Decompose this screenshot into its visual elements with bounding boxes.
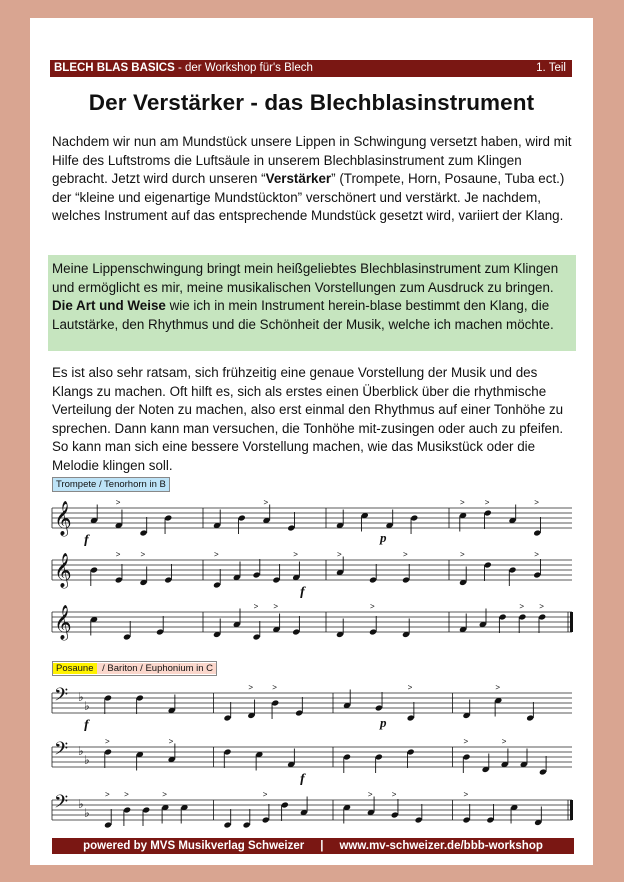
svg-text:>: > — [407, 683, 413, 692]
intro-text-a: Nachdem wir nun am Mundstück unsere Lippen in Schwingung versetzt haben, wird mit Hilfe des Luftstroms die Luftsäule in unserem Blechblasinstrument zum Klingen gebracht. Jetzt wird durch unseren “ — [52, 134, 572, 187]
svg-text:>: > — [460, 498, 465, 507]
svg-text:>: > — [403, 550, 408, 559]
svg-text:>: > — [463, 790, 469, 799]
svg-text:>: > — [115, 498, 121, 507]
svg-text:>: > — [495, 683, 501, 692]
svg-text:>: > — [262, 790, 268, 799]
svg-text:>: > — [539, 602, 544, 611]
advice-paragraph: Es ist also sehr ratsam, sich frühzeitig eine genaue Vorstellung der Musik und des Klangs zu machen. Oft hilft es, sich als erstes einen Überblick über die rhythmische Verteilung der Noten zu machen, also erst einmal den Rhythmus auf einer Tonhöhe zu sprechen. Dann kann man versuchen, die Tonhöhe mit-zusingen oder auch zu pfeifen. So kann man sich eine bessere Vorstellung machen, wie das Musikstück oder die Melodie klingen soll. — [52, 365, 564, 473]
svg-text:>: > — [463, 737, 469, 746]
svg-text:>: > — [263, 498, 269, 507]
dynamic-marking: p — [380, 715, 387, 730]
highlight-bold: Die Art und Weise — [52, 298, 166, 314]
svg-text:>: > — [391, 790, 397, 799]
svg-text:>: > — [124, 790, 129, 799]
footer-bar — [52, 838, 574, 854]
bass-clef: 𝄢 — [54, 685, 69, 710]
label-posaune: Posaune — [53, 663, 97, 674]
worksheet-page — [30, 18, 593, 865]
header-subtitle: - der Workshop für's Blech — [174, 62, 313, 74]
treble-clef: 𝄞 — [54, 553, 72, 588]
header-part: 1. Teil — [536, 62, 566, 74]
svg-text:>: > — [214, 550, 219, 559]
svg-text:>: > — [337, 550, 342, 559]
treble-staff-3 — [50, 600, 576, 650]
bass-staff-2 — [50, 735, 576, 785]
footer-separator: | — [320, 840, 324, 852]
highlight-paragraph — [52, 260, 572, 334]
svg-text:>: > — [519, 602, 525, 611]
treble-clef: 𝄞 — [54, 501, 72, 536]
intro-paragraph — [52, 133, 572, 226]
footer-url: www.mv-schweizer.de/bbb-workshop — [339, 840, 543, 852]
treble-staff-1 — [50, 496, 576, 546]
flat-icon: ♭ — [84, 806, 90, 820]
dynamic-marking: p — [380, 530, 387, 545]
bass-instrument-label — [52, 661, 217, 676]
svg-text:>: > — [115, 550, 121, 559]
svg-text:>: > — [162, 790, 167, 799]
svg-text:>: > — [168, 737, 174, 746]
svg-text:>: > — [272, 683, 277, 692]
flat-icon: ♭ — [78, 744, 84, 758]
bass-staff-1 — [50, 681, 576, 731]
bass-staff-3 — [50, 788, 576, 838]
dynamic-marking: f — [300, 585, 305, 598]
svg-text:>: > — [501, 737, 507, 746]
svg-text:>: > — [105, 790, 110, 799]
svg-text:>: > — [273, 602, 279, 611]
svg-text:>: > — [140, 550, 146, 559]
svg-text:>: > — [253, 602, 259, 611]
svg-text:>: > — [534, 550, 539, 559]
header-brand: BLECH BLAS BASICS — [54, 62, 175, 74]
label-bass-rest: / Bariton / Euphonium in C — [97, 663, 217, 674]
svg-text:>: > — [293, 550, 298, 559]
flat-icon: ♭ — [84, 699, 90, 713]
highlight-text-b: wie ich in mein Instrument herein-blase bestimmt den Klang, die Lautstärke, den Rhythmus und die Schönheit der Musik, welche ich machen möchte. — [52, 298, 554, 332]
dynamic-marking: f — [84, 533, 89, 546]
flat-icon: ♭ — [78, 690, 84, 704]
svg-text:>: > — [248, 683, 254, 692]
dynamic-marking: f — [84, 718, 89, 731]
treble-instrument-label: Trompete / Tenorhorn in B — [52, 477, 170, 492]
bass-clef: 𝄢 — [54, 792, 69, 817]
svg-text:>: > — [367, 790, 373, 799]
flat-icon: ♭ — [84, 753, 90, 767]
intro-bold: Verstärker — [265, 171, 332, 187]
svg-text:>: > — [484, 498, 490, 507]
intro-text-b: ” (Trompete, Horn, Posaune, Tuba ect.) der “kleine und eigenartige Mundstückton” verschönert und verstärkt. Je nachdem, welches Instrument auf das entsprechende Mundstück gesetzt wird, variiert der Klang. — [52, 171, 565, 224]
footer-credit: powered by MVS Musikverlag Schweizer — [83, 840, 305, 852]
svg-text:>: > — [370, 602, 375, 611]
svg-text:>: > — [534, 498, 539, 507]
svg-text:>: > — [460, 550, 465, 559]
svg-text:>: > — [105, 737, 110, 746]
dynamic-marking: f — [300, 772, 305, 785]
treble-staff-2 — [50, 548, 576, 598]
header-bar — [50, 60, 572, 77]
flat-icon: ♭ — [78, 797, 84, 811]
bass-clef: 𝄢 — [54, 739, 69, 764]
highlight-text-a: Meine Lippenschwingung bringt mein heißgeliebtes Blechblasinstrument zum Klingen und ermöglicht es mir, meine musikalischen Vorstellungen zum Ausdruck zu bringen. — [52, 261, 559, 295]
page-title: Der Verstärker - das Blechblasinstrument — [88, 90, 535, 115]
treble-clef: 𝄞 — [54, 605, 72, 640]
